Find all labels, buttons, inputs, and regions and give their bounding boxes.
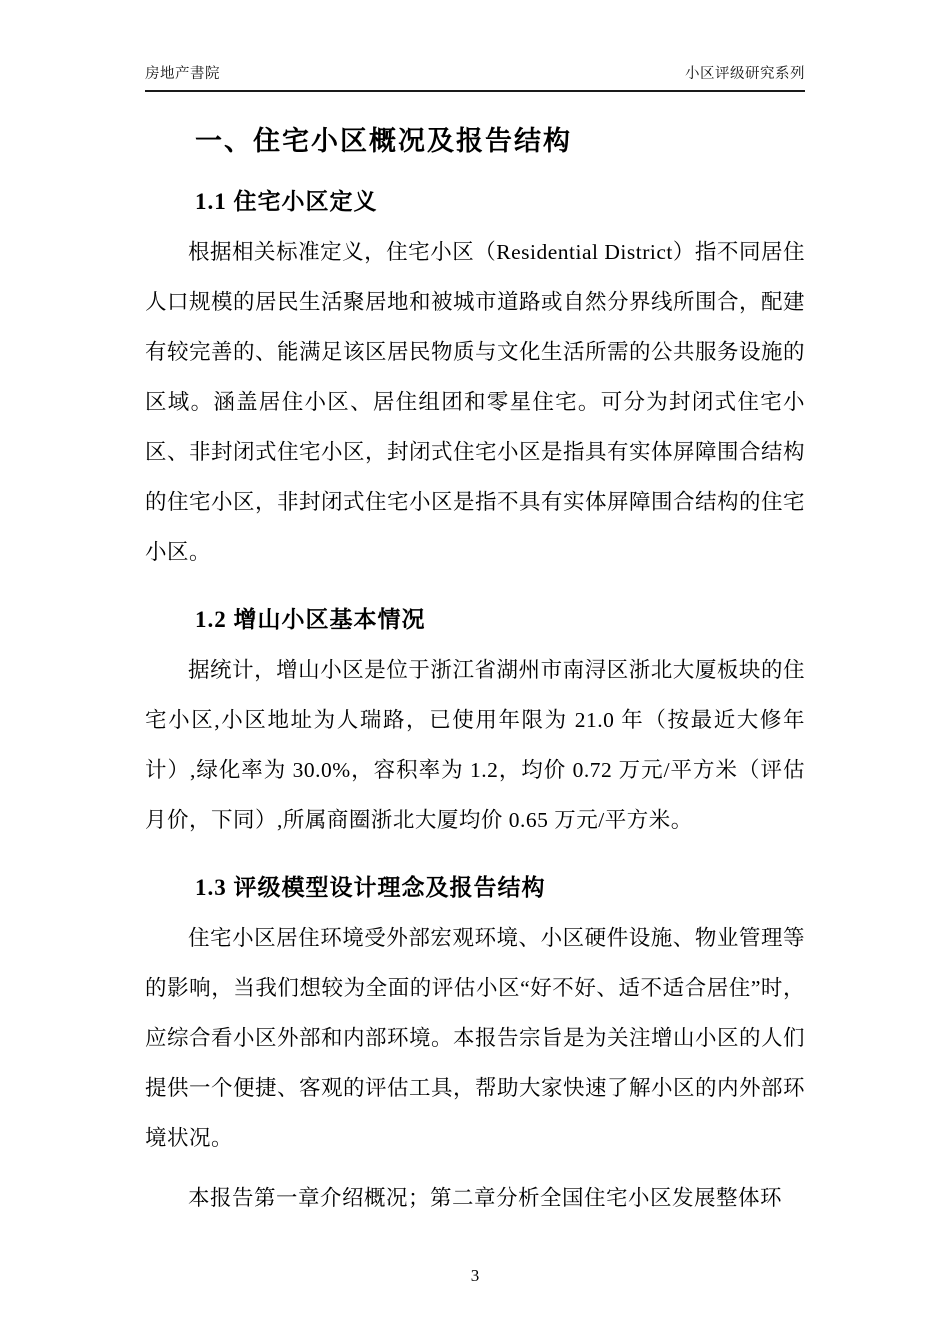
page-header [145,0,805,92]
section-1-1 [145,187,805,577]
section-1-2 [145,605,805,845]
section-1-1-paragraph-1: 根据相关标准定义，住宅小区（Residential District）指不同居住人口规模的居民生活聚居地和被城市道路或自然分界线所围合，配建有较完善的、能满足该区居民物质与文化生活所需的公共服务设施的区域。涵盖居住小区、居住组团和零星住宅。可分为封闭式住宅小区、非封闭式住宅小区，封闭式住宅小区是指具有实体屏障围合结构的住宅小区，非封闭式住宅小区是指不具有实体屏障围合结构的住宅小区。 [145,239,806,564]
page-footer [0,1266,950,1286]
section-1-1-heading: 1.1 住宅小区定义 [195,189,378,215]
section-1-3-heading: 1.3 评级模型设计理念及报告结构 [195,874,546,900]
section-1-3-paragraph-2: 本报告第一章介绍概况；第二章分析全国住宅小区发展整体环 [188,1185,783,1210]
header-right-text: 小区评级研究系列 [685,66,805,82]
section-1-3-paragraph-1: 住宅小区居住环境受外部宏观环境、小区硬件设施、物业管理等的影响，当我们想较为全面的评估小区“好不好、适不适合居住”时，应综合看小区外部和内部环境。本报告宗旨是为关注增山小区的人们提供一个便捷、客观的评估工具，帮助大家快速了解小区的内外部环境状况。 [145,925,806,1150]
page-number: 3 [470,1266,480,1285]
chapter-title: 一、住宅小区概况及报告结构 [195,126,572,156]
header-left-text: 房地产書院 [145,66,220,82]
section-1-2-paragraph-1: 据统计，增山小区是位于浙江省湖州市南浔区浙北大厦板块的住宅小区,小区地址为人瑞路，已使用年限为 21.0 年（按最近大修年计）,绿化率为 30.0%，容积率为 1.2，均价 0.72 万元/平方米（评估月价，下同）,所属商圈浙北大厦均价 0.65 万元/平方米。 [145,657,805,832]
section-1-2-heading: 1.2 增山小区基本情况 [195,606,426,632]
section-1-3 [145,873,805,1223]
